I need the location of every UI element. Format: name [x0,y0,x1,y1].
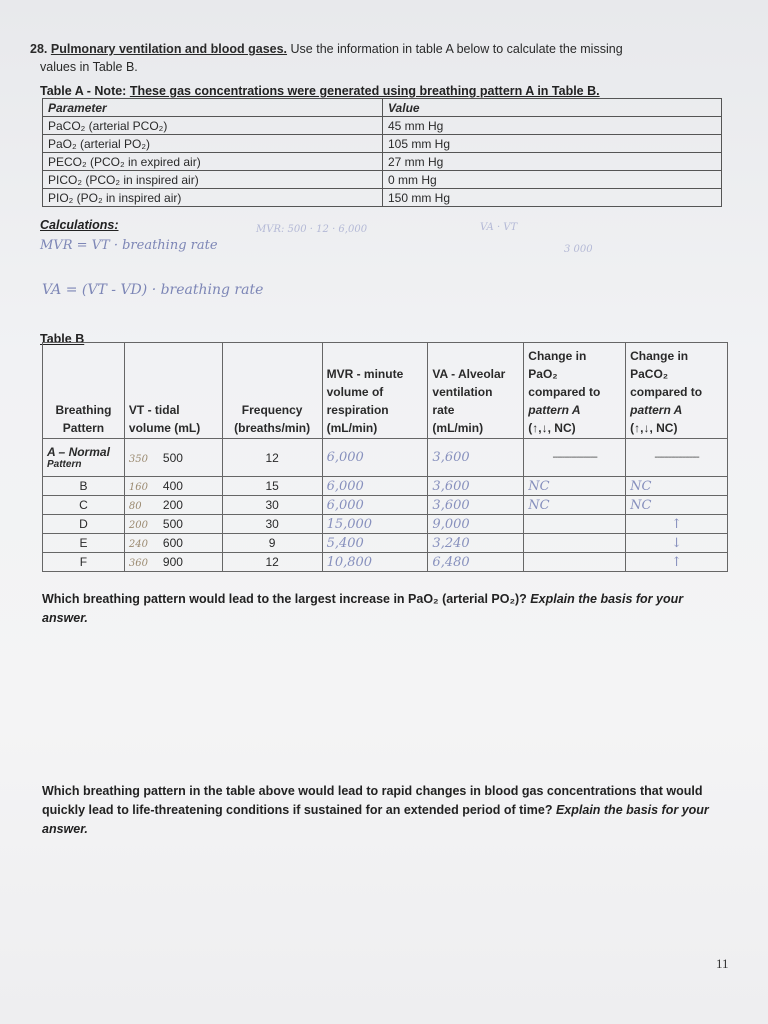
pattern-cell [43,439,125,477]
table-row [43,153,722,171]
table-row [43,477,728,496]
handwritten-vt-note: 360 [128,558,148,569]
va-cell: 9,000 [428,515,524,534]
frequency-cell: 30 [222,515,322,534]
question-2-text: Which breathing pattern in the table above would lead to rapid changes in blood gas concentrations that would quickly lead to life-threatening conditions if sustained for an extended period of time? [42,784,703,817]
paco2-change-cell: NC [626,496,728,515]
table-row [43,515,728,534]
pao2-change-cell [524,515,626,534]
table-a-header-row [43,99,722,117]
pao2-change-cell: ------------------- [524,439,626,477]
question-text-line1: Use the information in table A below to calculate the missing [290,42,623,56]
table-a-param: PICO₂ (PCO₂ in inspired air) [43,171,383,189]
handwritten-right-note: 3 000 [564,244,593,255]
frequency-cell: 9 [222,534,322,553]
header-line: (↑,↓, NC) [528,421,576,435]
pattern-cell: E [43,534,125,553]
pao2-change-cell: NC [524,496,626,515]
pattern-cell: B [43,477,125,496]
table-row [43,439,728,477]
handwritten-vt-note: 350 [128,453,148,465]
question-number: 28. [30,42,48,56]
table-a-value: 150 mm Hg [383,189,722,207]
table-row [43,553,728,572]
question-title: Pulmonary ventilation and blood gases. [50,42,288,56]
header-line: respiration [326,403,389,417]
paco2-change-cell: ↑ [626,515,728,534]
header-line: Breathing [55,403,112,417]
header-line: rate [432,403,455,417]
va-cell: 3,600 [428,496,524,515]
tidal-volume-cell [124,515,222,534]
question-1 [42,590,732,628]
header-line: PaCO₂ [630,367,669,381]
tidal-volume-cell [124,553,222,572]
table-a-title-note: These gas concentrations were generated using breathing pattern A in Table B. [129,84,600,98]
tidal-volume-cell [124,496,222,515]
table-a-param: PaO₂ (arterial PO₂) [43,135,383,153]
pattern-cell: D [43,515,125,534]
header-alveolar-ventilation [428,343,524,439]
table-a-value: 105 mm Hg [383,135,722,153]
table-row [43,171,722,189]
paco2-change-cell: NC [626,477,728,496]
table-row [43,496,728,515]
pattern-cell: F [43,553,125,572]
table-a-value: 45 mm Hg [383,117,722,135]
table-row [43,534,728,553]
question-2-instruction: Explain the basis for your answer. [42,803,709,836]
header-line: compared to [630,385,703,399]
question-1-text: Which breathing pattern would lead to the largest increase in PaO₂ (arterial PO₂)? [42,592,527,606]
header-line: MVR - minute [326,367,404,381]
header-line: PaO₂ [528,367,558,381]
va-cell: 3,600 [428,439,524,477]
paco2-change-cell: ↑ [626,553,728,572]
frequency-cell: 12 [222,553,322,572]
pao2-change-cell [524,534,626,553]
frequency-cell: 12 [222,439,322,477]
table-a-header-parameter: Parameter [43,99,383,117]
pattern-label: A – Normal [47,445,110,459]
mvr-cell: 6,000 [322,477,428,496]
mvr-cell: 6,000 [322,439,428,477]
table-a-value: 0 mm Hg [383,171,722,189]
header-line: volume (mL) [128,421,201,435]
header-line: Frequency [241,403,303,417]
header-line: (↑,↓, NC) [630,421,678,435]
header-line: (mL/min) [326,421,378,435]
table-a-title-prefix: Table A - Note: [40,84,130,98]
handwritten-va-formula: VA = (VT - VD) · breathing rate [42,282,264,298]
header-line: pattern A [528,403,581,417]
header-line: VT - tidal [128,403,180,417]
mvr-cell: 10,800 [322,553,428,572]
header-frequency [222,343,322,439]
table-b [42,342,728,572]
table-a-param: PIO₂ (PO₂ in inspired air) [43,189,383,207]
handwritten-vt-note: 200 [128,520,148,531]
table-a-title [40,84,600,98]
table-b-header-row [43,343,728,439]
mvr-cell: 5,400 [322,534,428,553]
pattern-sublabel: Pattern [47,459,82,470]
handwritten-mvr-calc: MVR: 500 · 12 · 6,000 [256,224,368,235]
pao2-change-cell: NC [524,477,626,496]
table-row [43,135,722,153]
header-breathing-pattern [43,343,125,439]
page-number: 11 [716,956,729,971]
header-change-pao2 [524,343,626,439]
tidal-volume-value: 500 [162,450,183,465]
handwritten-mvr-formula: MVR = VT · breathing rate [40,238,218,253]
header-line: Change in [630,349,689,363]
header-mvr [322,343,428,439]
header-line: VA - Alveolar [432,367,506,381]
table-a-param: PaCO₂ (arterial PCO₂) [43,117,383,135]
tidal-volume-value: 600 [162,536,183,550]
va-cell: 3,600 [428,477,524,496]
header-line: Change in [528,349,587,363]
header-line: (breaths/min) [234,421,311,435]
tidal-volume-value: 200 [162,498,183,512]
tidal-volume-value: 500 [162,517,183,531]
header-line: volume of [326,385,384,399]
pao2-change-cell [524,553,626,572]
tidal-volume-cell [124,439,222,477]
table-a [42,98,722,207]
header-tidal-volume [124,343,222,439]
table-a-value: 27 mm Hg [383,153,722,171]
frequency-cell: 15 [222,477,322,496]
question-text-line2: values in Table B. [40,60,138,74]
question-2 [42,782,742,839]
va-cell: 3,240 [428,534,524,553]
header-line: pattern A [630,403,683,417]
table-a-param: PECO₂ (PCO₂ in expired air) [43,153,383,171]
header-line: (mL/min) [432,421,484,435]
frequency-cell: 30 [222,496,322,515]
handwritten-vt-note: 240 [128,539,148,550]
calculations-label: Calculations: [40,218,119,232]
handwritten-vt-note: 80 [128,501,142,512]
paco2-change-cell: ↓ [626,534,728,553]
table-b-title: Table B [40,332,85,346]
pattern-cell: C [43,496,125,515]
table-a-header-value: Value [383,99,722,117]
paco2-change-cell: ------------------- [626,439,728,477]
handwritten-vt-note: 160 [128,482,148,493]
question-1-instruction: Explain the basis for your answer. [42,592,684,625]
header-change-paco2 [626,343,728,439]
table-row [43,189,722,207]
table-row [43,117,722,135]
handwritten-va-note: VA · VT [480,222,518,233]
header-line: compared to [528,385,601,399]
header-line: ventilation [432,385,493,399]
mvr-cell: 15,000 [322,515,428,534]
question-header [30,40,720,76]
mvr-cell: 6,000 [322,496,428,515]
tidal-volume-value: 900 [162,555,183,569]
tidal-volume-value: 400 [162,479,183,493]
tidal-volume-cell [124,534,222,553]
va-cell: 6,480 [428,553,524,572]
tidal-volume-cell [124,477,222,496]
header-line: Pattern [62,421,105,435]
